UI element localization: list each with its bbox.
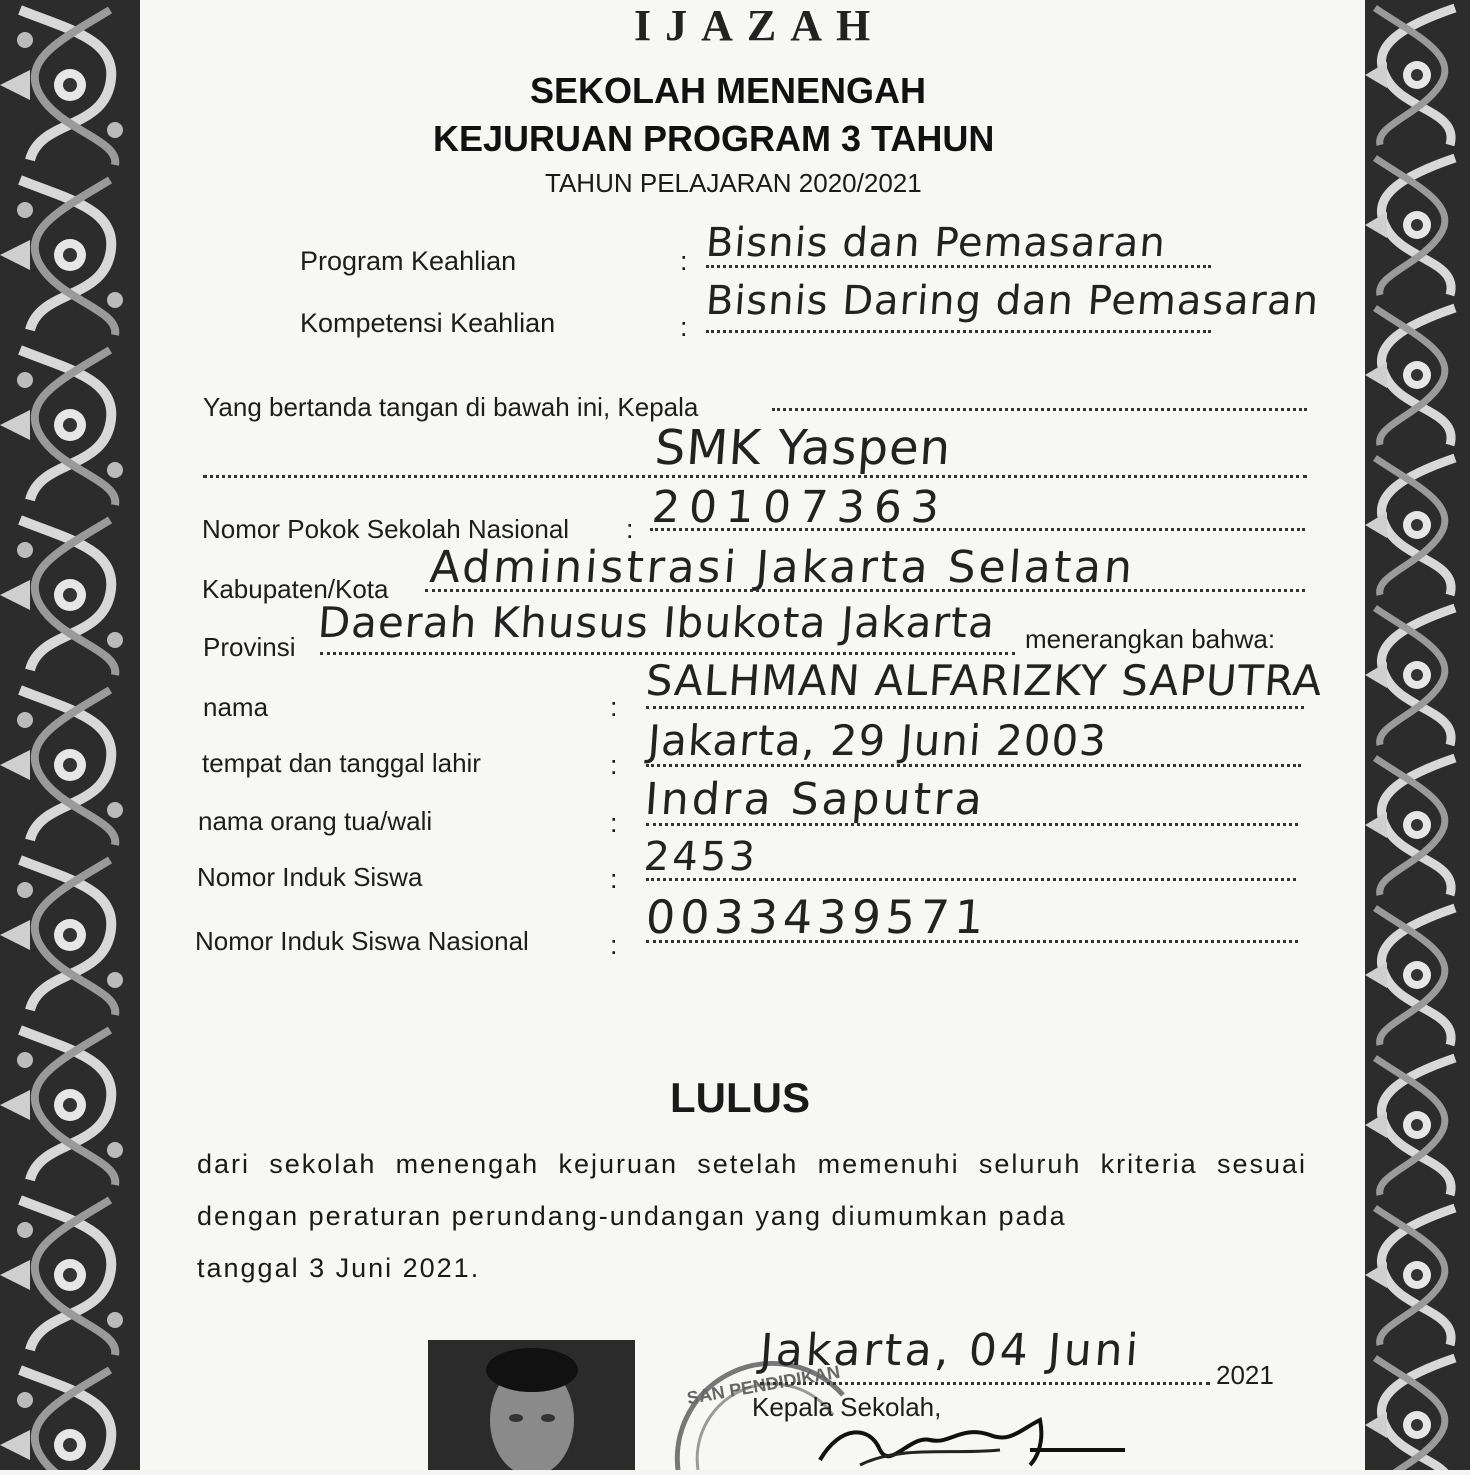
city-value: Administrasi Jakarta Selatan <box>428 542 1137 593</box>
student-name-label: nama <box>203 692 269 722</box>
colon: : <box>610 808 618 838</box>
principal-signature <box>800 1405 1130 1470</box>
program-label: Program Keahlian <box>300 246 517 276</box>
nis-value: 2453 <box>642 834 760 880</box>
province-value: Daerah Khusus Ibukota Jakarta <box>316 598 997 647</box>
signature-scribble <box>800 1405 1130 1470</box>
school-type-line1: SEKOLAH MENENGAH <box>530 70 927 111</box>
photo-portrait <box>428 1340 635 1470</box>
graduation-status: LULUS <box>670 1074 810 1121</box>
school-type-line2: KEJURUAN PROGRAM 3 TAHUN <box>433 118 995 159</box>
dotted-line <box>646 706 1304 709</box>
colon: : <box>610 692 618 722</box>
certificate-title: IJAZAH <box>634 1 885 50</box>
birth-value: Jakarta, 29 Juni 2003 <box>646 716 1109 765</box>
colon: : <box>610 750 618 780</box>
dotted-line <box>203 475 1307 478</box>
stamp-text: SAN PENDIDIKAN <box>685 1361 842 1409</box>
colon: : <box>610 930 618 960</box>
parent-value: Indra Saputra <box>643 774 987 825</box>
nisn-value: 0033439571 <box>644 890 991 944</box>
province-label: Provinsi <box>203 632 296 662</box>
paragraph-text: dari sekolah menengah kejuruan setelah memenuhi seluruh kriteria sesuai dengan peraturan perundang-undangan yang diumumkan pada <box>197 1149 1307 1231</box>
school-name-value: SMK Yaspen <box>653 420 954 476</box>
dotted-line <box>646 823 1298 826</box>
ornamental-border-right <box>1365 0 1470 1470</box>
dotted-line <box>646 764 1301 767</box>
dotted-line <box>760 1382 1210 1385</box>
signing-place-date: Jakarta, 04 Juni <box>758 1325 1143 1376</box>
colon: : <box>680 312 688 342</box>
school-year: TAHUN PELAJARAN 2020/2021 <box>545 168 922 198</box>
dotted-line <box>706 265 1211 268</box>
nis-label: Nomor Induk Siswa <box>197 862 423 892</box>
nisn-label: Nomor Induk Siswa Nasional <box>195 926 529 956</box>
colon: : <box>610 864 618 894</box>
birth-label: tempat dan tanggal lahir <box>202 748 481 778</box>
competency-label: Kompetensi Keahlian <box>300 308 556 338</box>
npsn-label: Nomor Pokok Sekolah Nasional <box>202 514 570 544</box>
parent-label: nama orang tua/wali <box>198 806 433 836</box>
graduation-paragraph <box>197 1138 1307 1294</box>
city-label: Kabupaten/Kota <box>202 574 389 604</box>
border-pattern <box>1365 0 1470 1470</box>
intro-label: Yang bertanda tangan di bawah ini, Kepala <box>203 392 699 422</box>
competency-value: Bisnis Daring dan Pemasaran <box>704 278 1321 324</box>
student-photo <box>428 1340 635 1470</box>
principal-title: Kepala Sekolah, <box>752 1392 942 1422</box>
dotted-line <box>646 940 1298 943</box>
colon: : <box>626 514 634 544</box>
dotted-line <box>320 652 1015 655</box>
npsn-value: 20107363 <box>650 482 950 533</box>
signing-year: 2021 <box>1216 1360 1274 1390</box>
dotted-line <box>646 878 1296 881</box>
dotted-line <box>425 589 1305 592</box>
colon: : <box>680 246 688 276</box>
program-value: Bisnis dan Pemasaran <box>704 220 1168 266</box>
border-pattern <box>0 0 140 1470</box>
declares-label: menerangkan bahwa: <box>1025 624 1276 654</box>
student-name-value: SALHMAN ALFARIZKY SAPUTRA <box>644 656 1325 705</box>
dotted-line <box>706 330 1211 333</box>
dotted-line <box>650 528 1305 531</box>
paragraph-tail: tanggal 3 Juni 2021. <box>197 1253 481 1283</box>
ornamental-border-left <box>0 0 140 1470</box>
dotted-line <box>772 408 1307 411</box>
